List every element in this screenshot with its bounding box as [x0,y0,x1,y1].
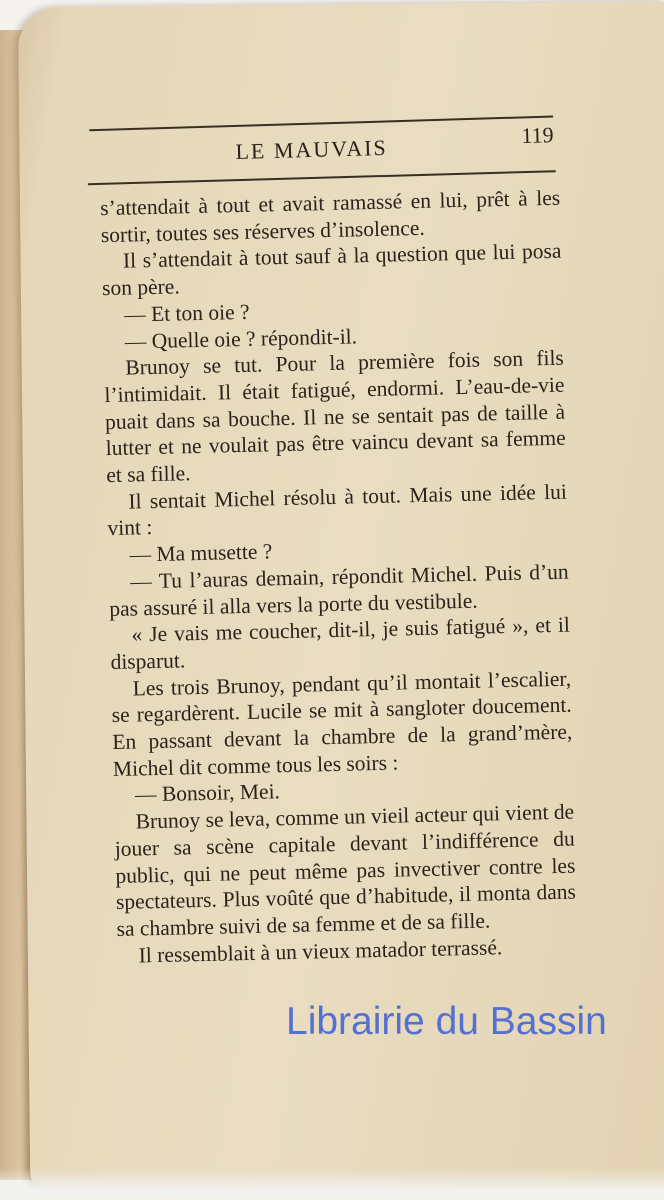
body-text [100,185,577,970]
paragraph: Brunoy se leva, comme un vieil acteur qui vient de jouer sa scène capitale devant l’indifférence du public, qui ne peut même pas invectiver contre les spectateurs. Plus voûté que d’habitude, il monta dans sa chambre suivi de sa femme et de sa fille. [114,799,577,941]
paragraph: Il s’attendait à tout sauf à la question que lui posa son père. [101,239,562,301]
running-head: LE MAUVAIS [235,134,389,165]
header-rule-top [89,115,553,131]
paragraph: Il ressemblait à un vieux matador terrassé. [138,934,503,968]
paragraph: Brunoy se tut. Pour la première fois son fils l’intimidait. Il était fatigué, endormi. L’eau-de-vie puait dans sa bouche. Il ne se sentait pas de taille à lutter et ne voulait pas être vaincu devant sa femme et sa fille. [104,345,566,488]
page-number: 119 [521,122,554,149]
paragraph: — Quelle oie ? répondit-il. [124,323,358,354]
paragraph: — Tu l’auras demain, répondit Michel. Puis d’un pas assuré il alla vers la porte du vestibule. [109,559,569,621]
header-rule-bottom [88,170,556,185]
paragraph: Les trois Brunoy, pendant qu’il montait l’escalier, se regardèrent. Lucile se mit à sangloter doucement. En passant devant la chambre de la grand’mère, Michel dit comme tous les soirs : [111,666,573,781]
paragraph: — Et ton oie ? [123,299,250,327]
paragraph: s’attendait à tout et avait ramassé en lui, prêt à les sortir, toutes ses réserves d’insolence. [99,185,561,247]
bottom-shadow [0,1168,664,1200]
paragraph: — Bonsoir, Mei. [134,779,281,807]
paragraph: Il sentait Michel résolu à tout. Mais une idée lui vint : [107,479,568,541]
paragraph: — Ma musette ? [129,539,273,567]
watermark-text: Librairie du Bassin [286,1000,607,1043]
paragraph: « Je vais me coucher, dit-il, je suis fatigué », et il disparut. [110,612,571,674]
